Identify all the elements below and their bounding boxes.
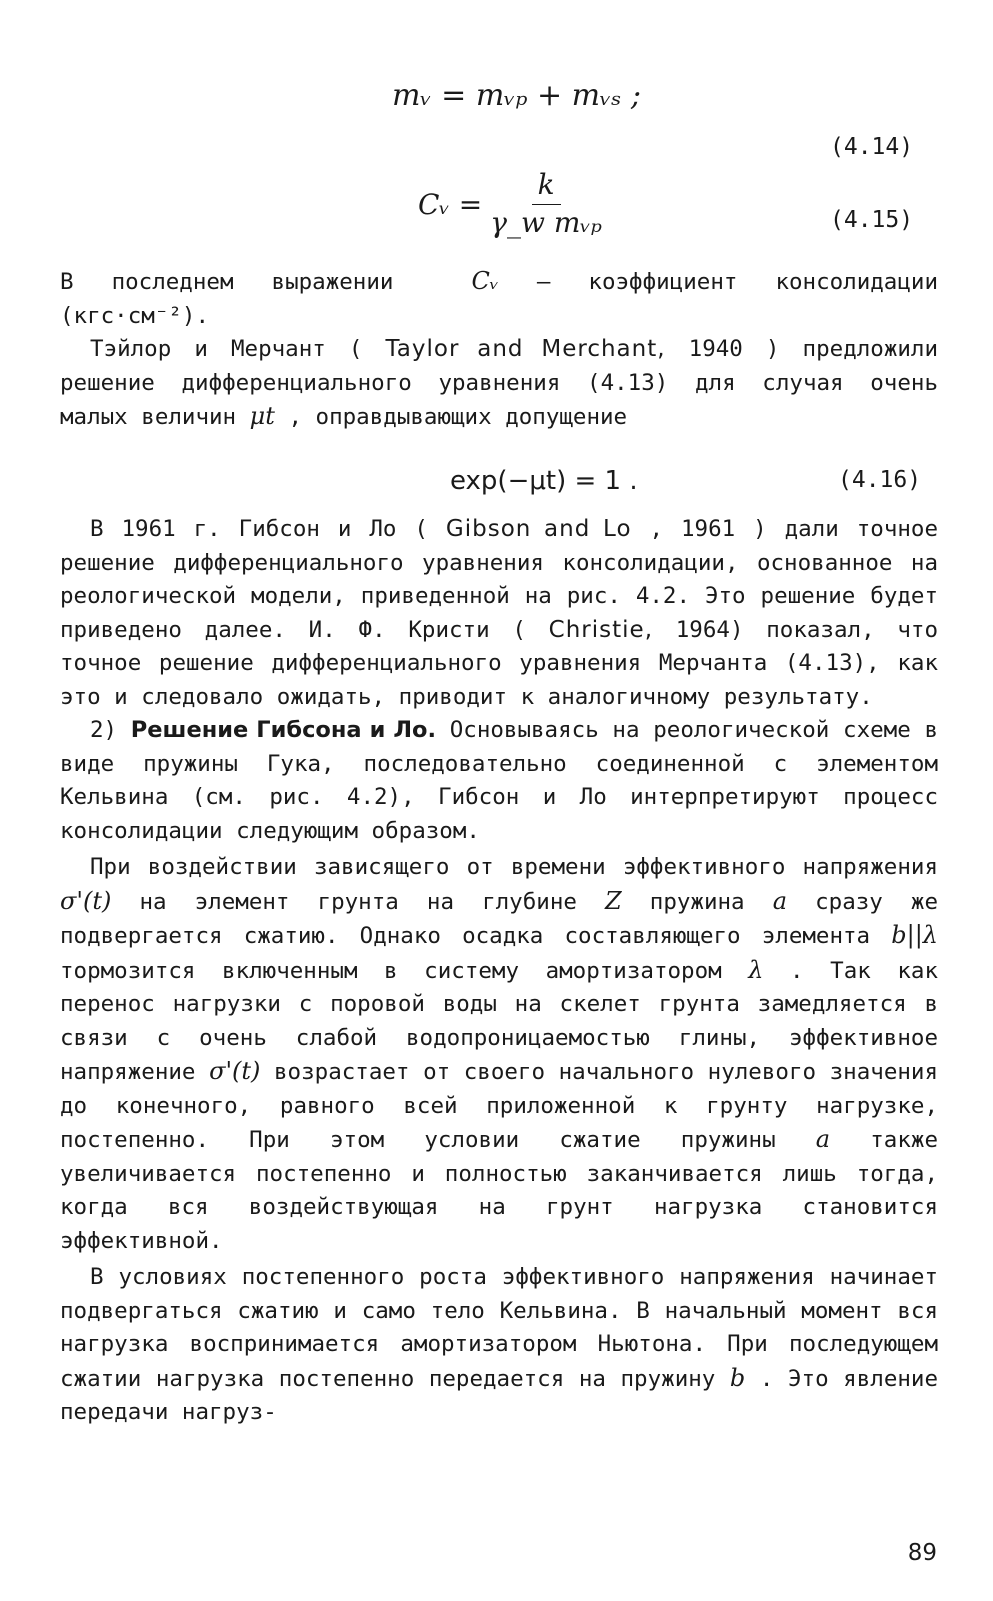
p1-text-a: В последнем выражении bbox=[60, 269, 394, 295]
p1-symbol-cv: Cᵥ bbox=[471, 267, 499, 295]
equation-4-15-lhs: Cᵥ = bbox=[418, 187, 483, 221]
p3-latin-citation: Gibson and Lo bbox=[445, 516, 632, 542]
p5-text-f: . Так как перенос нагрузки с поровой воды на скелет грунта замедляется в связи с очень слабой водопроницаемостью глины, эффективное напряжение bbox=[60, 957, 939, 1085]
p6-text-b: . Это явление передачи нагруз- bbox=[60, 1365, 939, 1425]
p5-symbol-a-2: a bbox=[815, 1125, 831, 1153]
equation-number-4-16: (4.16) bbox=[838, 467, 922, 493]
text-block-2 bbox=[60, 513, 938, 1430]
p3-text-a: В 1961 г. Гибсон и Ло ( bbox=[90, 516, 428, 542]
p1-text-b: – коэффициент консолидации (кгс·см⁻²). bbox=[60, 269, 938, 329]
text-block-1 bbox=[60, 265, 938, 435]
p5-symbol-a: a bbox=[772, 886, 788, 915]
equation-4-15 bbox=[418, 170, 602, 239]
p5-text-d: сразу же подвергается сжатию. Однако осадка составляющего элемента bbox=[60, 888, 939, 949]
p5-text-g: возрастает от своего начального нулевого значения до конечного, равного всей приложенной к грунту нагрузке, постепенно. При этом условии сжатие пружины bbox=[60, 1059, 938, 1153]
p5-symbol-lambda: λ bbox=[748, 955, 764, 984]
equation-4-14: mᵥ = mᵥₚ + mᵥₛ ; bbox=[392, 78, 642, 113]
equation-4-15-denominator: γ_w mᵥₚ bbox=[490, 205, 602, 239]
equation-4-16: exp(−μt) = 1 . bbox=[450, 466, 638, 496]
equation-4-15-numerator: k bbox=[532, 170, 561, 205]
p4-heading: Решение Гибсона и Ло. bbox=[130, 717, 437, 743]
paragraph-5 bbox=[60, 851, 938, 1258]
p2-text-c: , оправдывающих допущение bbox=[288, 404, 628, 430]
p2-latin-citation: Taylor and Merchant, bbox=[385, 336, 666, 362]
p3-text-c: 1964) показал, что точное решение дифференциального уравнения Мерчанта (4.13), как это и следовало ожидать, приводит к аналогичному результату. bbox=[60, 616, 938, 710]
equation-number-4-14: (4.14) bbox=[830, 134, 914, 160]
p4-text-a: Основываясь на реологической схеме в виде пружины Гука, последовательно соединенной с элементом Кельвина (см. рис. 4.2), Гибсон и Ло интерпретируют процесс консолидации следующим образом. bbox=[60, 717, 938, 844]
paragraph-3 bbox=[60, 513, 938, 714]
p5-text-h: также увеличивается постепенно и полностью заканчивается лишь тогда, когда вся воздействующая на грунт нагрузка становится эффективной. bbox=[60, 1127, 938, 1254]
p4-number: 2) bbox=[90, 717, 131, 743]
p5-text-e: тормозится включенным в систему амортизатором bbox=[60, 957, 749, 984]
p2-text-a: Тэйлор и Мерчант ( bbox=[90, 336, 363, 362]
p6-text-a: В условиях постепенного роста эффективного напряжения начинает подвергаться сжатию и само тело Кельвина. В начальный момент вся нагрузка воспринимается амортизатором Ньютона. При последующем сжатии нагрузка постепенно передается на пружину bbox=[60, 1264, 938, 1392]
p5-symbol-sigma-t: σ'(t) bbox=[60, 886, 112, 915]
p5-text-c: пружина bbox=[649, 888, 773, 915]
p2-text-b: 1940 ) предложили решение дифференциального уравнения (4.13) для случая очень малых величин bbox=[60, 336, 939, 430]
p3-latin-citation-2: Christie, bbox=[548, 616, 654, 643]
paragraph-1 bbox=[60, 265, 938, 333]
p5-symbol-b-lambda: b||λ bbox=[891, 921, 938, 949]
page-number: 89 bbox=[907, 1540, 937, 1566]
equation-4-15-fraction bbox=[490, 170, 602, 239]
paragraph-6 bbox=[60, 1261, 938, 1430]
p3-text-b: , 1961 ) дали точное решение дифференциального уравнения консолидации, основанное на реологической модели, приведенной на рис. 4.2. Это решение будет приведено далее. И. Ф. Кристи ( bbox=[60, 516, 939, 643]
equation-number-4-15: (4.15) bbox=[830, 207, 914, 233]
p5-symbol-z: Z bbox=[605, 886, 622, 915]
p6-symbol-b: b bbox=[729, 1363, 746, 1392]
paragraph-2 bbox=[60, 333, 938, 435]
p5-text-a: При воздействии зависящего от времени эффективного напряжения bbox=[90, 854, 938, 880]
p2-symbol-mut: μt bbox=[249, 402, 275, 430]
p5-text-b: на элемент грунта на глубине bbox=[139, 888, 605, 915]
paragraph-4 bbox=[60, 714, 938, 848]
p5-symbol-sigma-t-2: σ'(t) bbox=[209, 1057, 261, 1085]
